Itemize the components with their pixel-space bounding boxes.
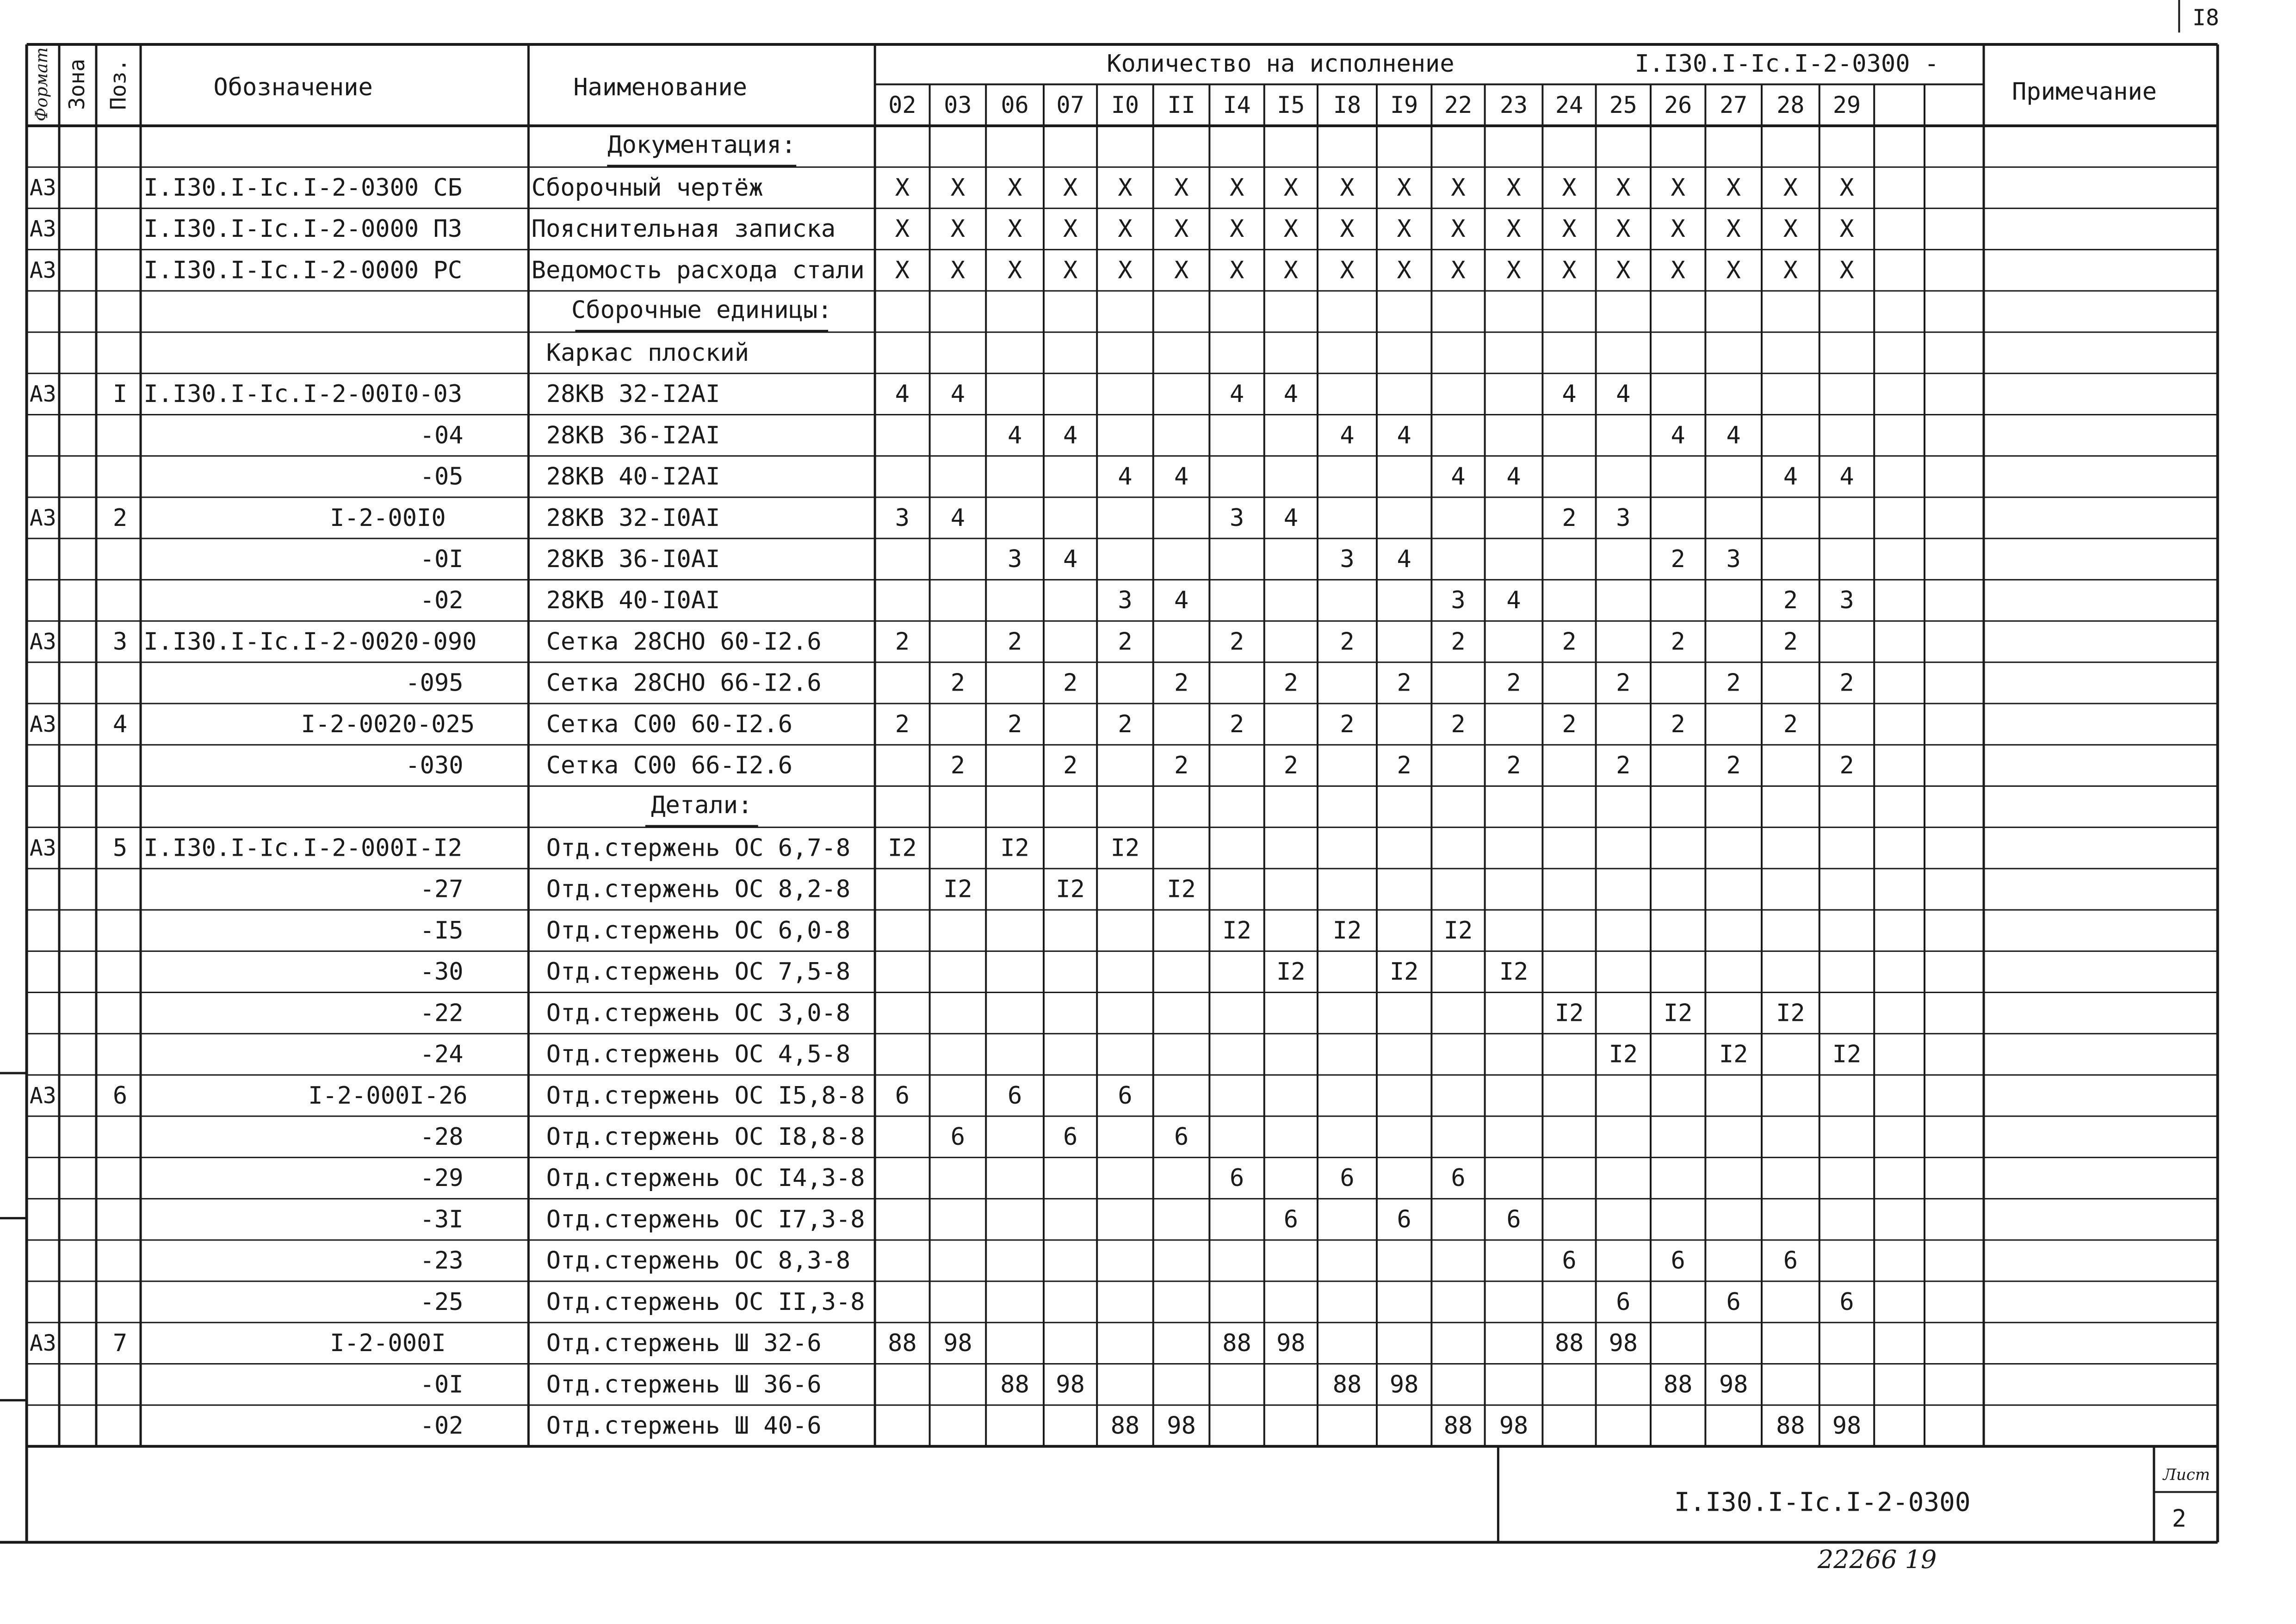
quantity-cell: 2	[895, 628, 910, 656]
variant-header-02: 02	[888, 91, 916, 118]
pos-cell: 6	[112, 1081, 128, 1110]
name-cell: Сетка С00 66-I2.6	[546, 752, 793, 780]
quantity-cell: X	[1063, 256, 1078, 284]
quantity-cell: 3	[895, 504, 910, 532]
quantity-cell: X	[1118, 174, 1133, 202]
designation-cell: -28	[420, 1123, 464, 1151]
quantity-cell: X	[950, 174, 965, 202]
name-cell: 28КВ 36-I0АI	[546, 545, 720, 573]
quantity-cell: 4	[1451, 463, 1466, 491]
quantity-cell: 6	[950, 1123, 965, 1151]
quantity-cell: X	[1340, 256, 1355, 284]
quantity-cell: 98	[943, 1329, 972, 1358]
designation-cell: -24	[420, 1040, 464, 1068]
variant-header-25: 25	[1609, 91, 1637, 118]
designation-cell: -030	[405, 752, 464, 780]
quantity-cell: 2	[1839, 752, 1854, 780]
quantity-cell: I2	[1222, 916, 1251, 945]
quantity-cell: 4	[950, 504, 965, 532]
quantity-cell: I2	[1167, 875, 1196, 903]
designation-cell: I.I30.I-Ic.I-2-0020-090	[143, 628, 477, 656]
corner-number: I8	[2192, 5, 2219, 31]
quantity-cell: 98	[1056, 1371, 1085, 1399]
quantity-cell: X	[950, 256, 965, 284]
quantity-cell: 2	[1397, 669, 1411, 697]
quantity-cell: 2	[1671, 628, 1685, 656]
pos-cell: 3	[112, 628, 128, 656]
name-cell: Отд.стержень ОС II,3-8	[546, 1288, 865, 1316]
quantity-cell: 88	[1443, 1412, 1473, 1440]
quantity-cell: 6	[1671, 1247, 1685, 1275]
quantity-cell: 2	[1616, 752, 1631, 780]
quantity-cell: 4	[1506, 463, 1521, 491]
quantity-cell: 2	[1063, 669, 1078, 697]
quantity-cell: X	[1397, 256, 1411, 284]
quantity-cell: 2	[1839, 669, 1854, 697]
quantity-cell: 2	[1007, 710, 1022, 738]
designation-cell: I.I30.I-Ic.I-2-0300 СБ	[143, 174, 463, 202]
designation-cell: -22	[420, 999, 464, 1027]
designation-cell: -27	[420, 875, 464, 903]
designation-cell: I.I30.I-Ic.I-2-0000 ПЗ	[143, 215, 463, 243]
quantity-cell: I2	[1332, 916, 1362, 945]
quantity-cell: X	[1562, 256, 1577, 284]
quantity-cell: X	[1397, 215, 1411, 243]
quantity-cell: 2	[1451, 628, 1466, 656]
quantity-cell: X	[1726, 215, 1741, 243]
quantity-cell: X	[1671, 215, 1685, 243]
quantity-cell: I2	[943, 875, 972, 903]
quantity-cell: X	[1283, 256, 1299, 284]
header-quantity-title: Количество на исполнение	[1107, 49, 1454, 78]
quantity-cell: X	[1783, 215, 1798, 243]
designation-cell: -095	[405, 669, 464, 697]
quantity-cell: 2	[1283, 669, 1299, 697]
name-cell: Отд.стержень ОС I4,3-8	[546, 1164, 865, 1192]
quantity-cell: X	[1616, 174, 1631, 202]
quantity-cell: X	[1229, 174, 1244, 202]
variant-header-27: 27	[1720, 91, 1748, 118]
quantity-cell: 2	[1340, 710, 1355, 738]
designation-cell: I.I30.I-Ic.I-2-000I-I2	[143, 834, 463, 862]
quantity-cell: X	[895, 256, 910, 284]
quantity-cell: X	[1616, 256, 1631, 284]
quantity-cell: 4	[1340, 421, 1355, 450]
quantity-cell: X	[1174, 174, 1189, 202]
quantity-cell: X	[1506, 174, 1521, 202]
pos-cell: 7	[112, 1329, 128, 1358]
quantity-cell: 98	[1832, 1412, 1862, 1440]
quantity-cell: 4	[1397, 545, 1411, 573]
name-cell: Ведомость расхода стали	[531, 256, 865, 284]
designation-cell: -02	[420, 1412, 464, 1440]
quantity-cell: I2	[888, 834, 917, 862]
quantity-cell: 98	[1167, 1412, 1196, 1440]
designation-cell: I-2-000I-26	[308, 1081, 468, 1110]
quantity-cell: X	[1562, 215, 1577, 243]
variant-header-22: 22	[1444, 91, 1473, 118]
quantity-cell: 2	[1174, 669, 1189, 697]
name-cell: Отд.стержень ОС 7,5-8	[546, 958, 851, 986]
variant-header-II: II	[1167, 91, 1195, 118]
quantity-cell: I2	[1110, 834, 1140, 862]
name-cell: 28КВ 36-I2АI	[546, 421, 720, 450]
quantity-cell: 4	[1174, 463, 1189, 491]
quantity-cell: 88	[1663, 1371, 1693, 1399]
variant-header-24: 24	[1555, 91, 1584, 118]
quantity-cell: I2	[1000, 834, 1029, 862]
pos-cell: 2	[112, 504, 128, 532]
quantity-cell: 2	[1397, 752, 1411, 780]
variant-header-03: 03	[944, 91, 972, 118]
quantity-cell: X	[1340, 174, 1355, 202]
quantity-cell: 2	[1506, 752, 1521, 780]
quantity-cell: 4	[1063, 545, 1078, 573]
quantity-cell: X	[1283, 215, 1299, 243]
name-cell: Отд.стержень Ш 32-6	[546, 1329, 822, 1358]
sheet-label: Лист	[2163, 1465, 2210, 1484]
designation-cell: -02	[420, 587, 464, 615]
header-designation: Обозначение	[213, 74, 373, 101]
quantity-cell: 88	[1110, 1412, 1140, 1440]
quantity-cell: I2	[1609, 1040, 1638, 1068]
quantity-cell: 88	[1222, 1329, 1251, 1358]
quantity-cell: I2	[1776, 999, 1805, 1027]
quantity-cell: 4	[1397, 421, 1411, 450]
quantity-cell: X	[1283, 174, 1299, 202]
variant-header-26: 26	[1664, 91, 1692, 118]
variant-header-28: 28	[1776, 91, 1805, 118]
quantity-cell: 98	[1389, 1371, 1419, 1399]
quantity-cell: X	[1671, 174, 1685, 202]
name-cell: Отд.стержень ОС 6,0-8	[546, 916, 851, 945]
format-cell: А3	[29, 257, 56, 284]
quantity-cell: 4	[1783, 463, 1798, 491]
quantity-cell: I2	[1389, 958, 1419, 986]
name-cell: Сетка 28СНО 60-I2.6	[546, 628, 822, 656]
quantity-cell: X	[1118, 215, 1133, 243]
name-cell: Отд.стержень ОС 3,0-8	[546, 999, 851, 1027]
quantity-cell: 98	[1276, 1329, 1306, 1358]
quantity-cell: 88	[1332, 1371, 1362, 1399]
variant-header-I0: I0	[1111, 91, 1139, 118]
quantity-cell: 4	[950, 380, 965, 408]
quantity-cell: 4	[1283, 504, 1299, 532]
quantity-cell: X	[895, 215, 910, 243]
variant-header-23: 23	[1499, 91, 1528, 118]
quantity-cell: I2	[1276, 958, 1306, 986]
quantity-cell: X	[1118, 256, 1133, 284]
quantity-cell: 2	[1562, 710, 1577, 738]
header-format: Формат	[32, 47, 51, 122]
designation-cell: I.I30.I-Ic.I-2-00I0-03	[143, 380, 463, 408]
name-cell: 28КВ 32-I2АI	[546, 380, 720, 408]
quantity-cell: 6	[1616, 1288, 1631, 1316]
designation-cell: -0I	[420, 545, 464, 573]
quantity-cell: X	[1007, 174, 1022, 202]
archive-stamp: 22266 19	[1817, 1545, 1937, 1574]
quantity-cell: 88	[1776, 1412, 1805, 1440]
quantity-cell: X	[1397, 174, 1411, 202]
quantity-cell: X	[1007, 215, 1022, 243]
quantity-cell: X	[1562, 174, 1577, 202]
quantity-cell: 6	[1283, 1205, 1299, 1234]
quantity-cell: 6	[1007, 1081, 1022, 1110]
quantity-cell: X	[1451, 215, 1466, 243]
designation-cell: I.I30.I-Ic.I-2-0000 РС	[143, 256, 463, 284]
designation-cell: I-2-0020-025	[301, 710, 475, 738]
header-quantity-doc: I.I30.I-Ic.I-2-0300 -	[1634, 49, 1939, 78]
quantity-cell: X	[1229, 256, 1244, 284]
quantity-cell: 4	[1229, 380, 1244, 408]
name-cell: Каркас плоский	[546, 339, 749, 367]
variant-header-06: 06	[1001, 91, 1029, 118]
name-cell: Отд.стержень ОС 4,5-8	[546, 1040, 851, 1068]
quantity-cell: 2	[1506, 669, 1521, 697]
quantity-cell: 4	[1063, 421, 1078, 450]
quantity-cell: 4	[1671, 421, 1685, 450]
quantity-cell: X	[1783, 256, 1798, 284]
quantity-cell: X	[1616, 215, 1631, 243]
quantity-cell: X	[950, 215, 965, 243]
quantity-cell: 4	[895, 380, 910, 408]
format-cell: А3	[29, 381, 56, 408]
quantity-cell: 6	[1063, 1123, 1078, 1151]
quantity-cell: I2	[1499, 958, 1529, 986]
pos-cell: 4	[112, 710, 128, 738]
quantity-cell: 3	[1118, 587, 1133, 615]
variant-header-I4: I4	[1223, 91, 1251, 118]
quantity-cell: 4	[1506, 587, 1521, 615]
quantity-cell: 3	[1616, 504, 1631, 532]
quantity-cell: X	[1726, 174, 1741, 202]
name-cell: Отд.стержень ОС 8,3-8	[546, 1247, 851, 1275]
quantity-cell: 2	[1726, 752, 1741, 780]
name-cell: Отд.стержень ОС I8,8-8	[546, 1123, 865, 1151]
quantity-cell: 2	[1451, 710, 1466, 738]
pos-cell: 5	[112, 834, 128, 862]
quantity-cell: X	[1063, 215, 1078, 243]
quantity-cell: 2	[1283, 752, 1299, 780]
quantity-cell: X	[1726, 256, 1741, 284]
quantity-cell: 2	[1616, 669, 1631, 697]
designation-cell: I-2-000I	[330, 1329, 446, 1358]
table-text	[30, 5, 2219, 1574]
quantity-cell: 3	[1007, 545, 1022, 573]
quantity-cell: I2	[1056, 875, 1085, 903]
header-name: Наименование	[573, 74, 748, 101]
quantity-cell: 2	[895, 710, 910, 738]
quantity-cell: X	[1340, 215, 1355, 243]
quantity-cell: 4	[1174, 587, 1189, 615]
quantity-cell: 2	[1726, 669, 1741, 697]
designation-cell: -25	[420, 1288, 464, 1316]
quantity-cell: I2	[1554, 999, 1584, 1027]
header-note: Примечание	[2012, 78, 2157, 106]
format-cell: А3	[29, 1330, 56, 1357]
quantity-cell: 4	[1007, 421, 1022, 450]
quantity-cell: 2	[1562, 504, 1577, 532]
quantity-cell: 3	[1229, 504, 1244, 532]
designation-cell: -30	[420, 958, 464, 986]
designation-cell: -0I	[420, 1371, 464, 1399]
section-title: Документация:	[607, 131, 796, 159]
format-cell: А3	[29, 835, 56, 861]
quantity-cell: 98	[1609, 1329, 1638, 1358]
quantity-cell: 2	[950, 752, 965, 780]
quantity-cell: 6	[1229, 1164, 1244, 1192]
quantity-cell: X	[1783, 174, 1798, 202]
quantity-cell: 2	[1229, 710, 1244, 738]
quantity-cell: 88	[888, 1329, 917, 1358]
designation-cell: I-2-00I0	[330, 504, 446, 532]
pos-cell: I	[112, 380, 128, 408]
format-cell: А3	[29, 505, 56, 531]
designation-cell: -I5	[420, 916, 464, 945]
quantity-cell: 4	[1839, 463, 1854, 491]
quantity-cell: 6	[1451, 1164, 1466, 1192]
quantity-cell: X	[1063, 174, 1078, 202]
variant-header-I9: I9	[1390, 91, 1418, 118]
quantity-cell: X	[1451, 256, 1466, 284]
quantity-cell: X	[1839, 174, 1854, 202]
quantity-cell: 4	[1726, 421, 1741, 450]
quantity-cell: I2	[1443, 916, 1473, 945]
variant-header-I8: I8	[1333, 91, 1362, 118]
quantity-cell: 3	[1726, 545, 1741, 573]
quantity-cell: X	[895, 174, 910, 202]
name-cell: Сборочный чертёж	[531, 174, 763, 202]
quantity-cell: 3	[1451, 587, 1466, 615]
header-zone: Зона	[64, 59, 90, 110]
quantity-cell: 2	[1229, 628, 1244, 656]
quantity-cell: 6	[1174, 1123, 1189, 1151]
name-cell: 28КВ 32-I0АI	[546, 504, 720, 532]
name-cell: Отд.стержень ОС I7,3-8	[546, 1205, 865, 1234]
format-cell: А3	[29, 1082, 56, 1109]
variant-header-I5: I5	[1277, 91, 1305, 118]
quantity-cell: 2	[1174, 752, 1189, 780]
quantity-cell: I2	[1719, 1040, 1748, 1068]
quantity-cell: 6	[1839, 1288, 1854, 1316]
quantity-cell: 3	[1340, 545, 1355, 573]
quantity-cell: 2	[1783, 587, 1798, 615]
designation-cell: -3I	[420, 1205, 464, 1234]
quantity-cell: 2	[950, 669, 965, 697]
quantity-cell: X	[1451, 174, 1466, 202]
quantity-cell: 2	[1340, 628, 1355, 656]
name-cell: Отд.стержень ОС 6,7-8	[546, 834, 851, 862]
quantity-cell: 2	[1562, 628, 1577, 656]
quantity-cell: 2	[1063, 752, 1078, 780]
quantity-cell: 2	[1671, 545, 1685, 573]
section-title: Сборочные единицы:	[571, 296, 832, 324]
name-cell: 28КВ 40-I0АI	[546, 587, 720, 615]
quantity-cell: X	[1671, 256, 1685, 284]
variant-header-29: 29	[1832, 91, 1861, 118]
quantity-cell: 4	[1616, 380, 1631, 408]
quantity-cell: 4	[1562, 380, 1577, 408]
quantity-cell: X	[1229, 215, 1244, 243]
quantity-cell: I2	[1832, 1040, 1862, 1068]
sheet-number: 2	[2172, 1505, 2187, 1533]
header-pos: Поз.	[105, 59, 131, 110]
designation-cell: -04	[420, 421, 464, 450]
quantity-cell: I2	[1663, 999, 1693, 1027]
quantity-cell: 6	[1562, 1247, 1577, 1275]
section-title: Детали:	[651, 791, 753, 820]
format-cell: А3	[29, 629, 56, 655]
quantity-cell: 6	[1340, 1164, 1355, 1192]
quantity-cell: X	[1174, 256, 1189, 284]
name-cell: Отд.стержень Ш 40-6	[546, 1412, 822, 1440]
designation-cell: -05	[420, 463, 464, 491]
quantity-cell: 6	[1397, 1205, 1411, 1234]
quantity-cell: 2	[1671, 710, 1685, 738]
quantity-cell: 2	[1007, 628, 1022, 656]
quantity-cell: 2	[1783, 710, 1798, 738]
format-cell: А3	[29, 175, 56, 201]
quantity-cell: X	[1506, 215, 1521, 243]
quantity-cell: 2	[1783, 628, 1798, 656]
quantity-cell: 6	[1506, 1205, 1521, 1234]
title-block-doc-number: I.I30.I-Ic.I-2-0300	[1674, 1487, 1971, 1518]
quantity-cell: 6	[1118, 1081, 1133, 1110]
quantity-cell: 4	[1283, 380, 1299, 408]
quantity-cell: X	[1007, 256, 1022, 284]
designation-cell: -23	[420, 1247, 464, 1275]
quantity-cell: 3	[1839, 587, 1854, 615]
name-cell: Пояснительная записка	[531, 215, 836, 243]
quantity-cell: 4	[1118, 463, 1133, 491]
quantity-cell: 2	[1118, 710, 1133, 738]
name-cell: Отд.стержень ОС 8,2-8	[546, 875, 851, 903]
quantity-cell: 88	[1554, 1329, 1584, 1358]
format-cell: А3	[29, 711, 56, 737]
name-cell: Отд.стержень ОС I5,8-8	[546, 1081, 865, 1110]
designation-cell: -29	[420, 1164, 464, 1192]
quantity-cell: 6	[895, 1081, 910, 1110]
quantity-cell: X	[1506, 256, 1521, 284]
quantity-cell: 6	[1783, 1247, 1798, 1275]
quantity-cell: 6	[1726, 1288, 1741, 1316]
variant-header-07: 07	[1056, 91, 1084, 118]
name-cell: Отд.стержень Ш 36-6	[546, 1371, 822, 1399]
quantity-cell: 98	[1719, 1371, 1748, 1399]
quantity-cell: X	[1174, 215, 1189, 243]
format-cell: А3	[29, 216, 56, 242]
quantity-cell: 2	[1118, 628, 1133, 656]
name-cell: Сетка С00 60-I2.6	[546, 710, 793, 738]
quantity-cell: X	[1839, 256, 1854, 284]
name-cell: Сетка 28СНО 66-I2.6	[546, 669, 822, 697]
name-cell: 28КВ 40-I2АI	[546, 463, 720, 491]
quantity-cell: X	[1839, 215, 1854, 243]
quantity-cell: 88	[1000, 1371, 1029, 1399]
quantity-cell: 98	[1499, 1412, 1529, 1440]
